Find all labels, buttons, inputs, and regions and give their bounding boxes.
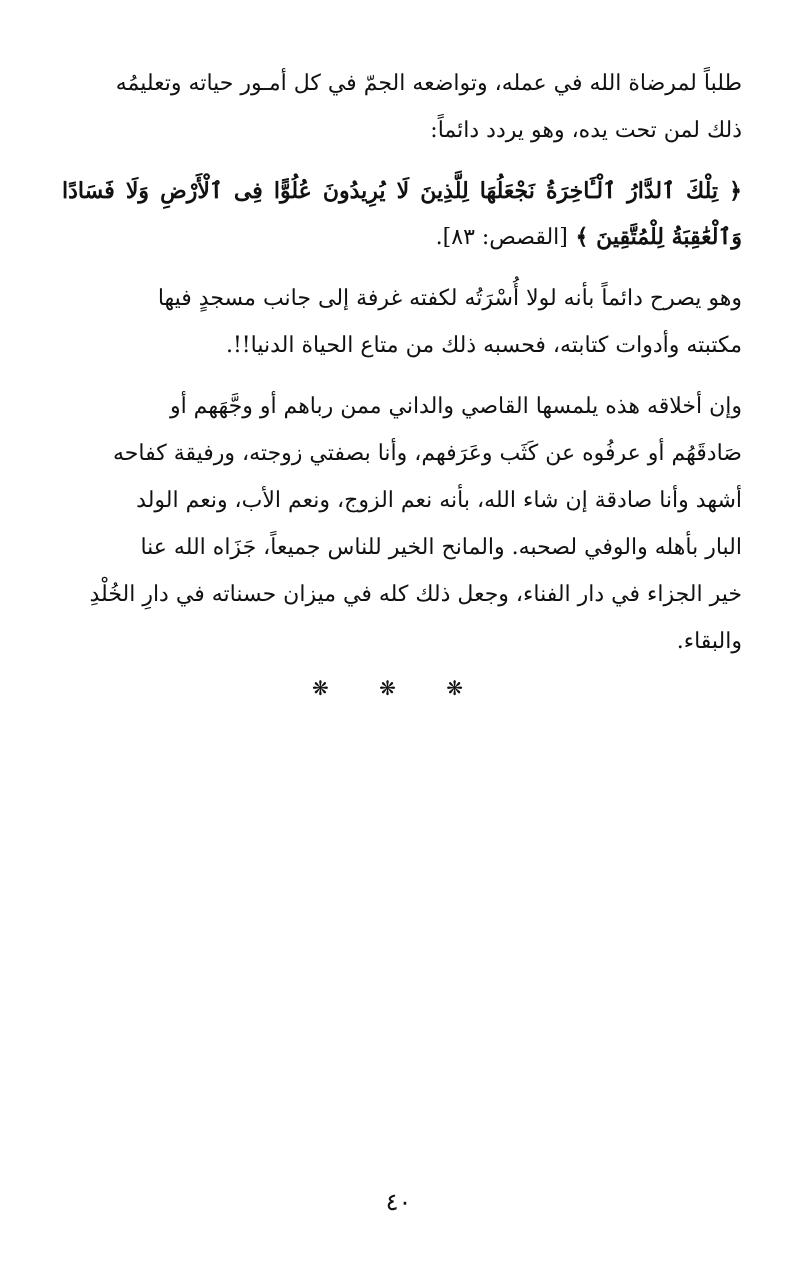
paragraph-3: [62, 383, 742, 665]
quran-verse: [62, 168, 742, 261]
paragraph-3-line-6: والبقاء.: [676, 629, 742, 654]
paragraph-3-line-3: أشهد وأنا صادقة إن شاء الله، بأنه نعم الزوج، ونعم الأب، ونعم الولد: [136, 488, 742, 513]
paragraph-1: [62, 60, 742, 154]
paragraph-1-line-2: ذلك لمن تحت يده، وهو يردد دائماً:: [430, 118, 742, 143]
verse-reference: [القصص: ٨٣].: [435, 225, 568, 250]
paragraph-3-line-5: خير الجزاء في دار الفناء، وجعل ذلك كله في ميزان حسناته في دارِ الخُلْدِ: [89, 582, 742, 607]
page-number: ٤٠: [385, 1188, 412, 1216]
paragraph-2: [62, 275, 742, 369]
paragraph-2-line-1: وهو يصرح دائماً بأنه لولا أُسْرَتُه لكفته غرفة إلى جانب مسجدٍ فيها: [157, 286, 742, 311]
paragraph-3-line-4: البار بأهله والوفي لصحبه. والمانح الخير للناس جميعاً، جَزَاه الله عنا: [140, 535, 742, 560]
section-separator: ❋ ❋ ❋: [312, 676, 485, 700]
paragraph-1-line-1: طلباً لمرضاة الله في عمله، وتواضعه الجمّ في كل أمـور حياته وتعليمُه: [115, 71, 742, 96]
page-body: [62, 60, 742, 665]
paragraph-3-line-2: صَادقَهُم أو عرفُوه عن كَثَب وعَرَفهم، وأنا بصفتي زوجته، ورفيقة كفاحه: [113, 441, 742, 466]
verse-text: ﴿ تِلْكَ ٱلدَّارُ ٱلْـَٔاخِرَةُ نَجْعَلُهَا لِلَّذِينَ لَا يُرِيدُونَ عُلُوًّا فِى ٱلْأَرْضِ وَلَا فَسَادًا وَٱلْعَٰقِبَةُ لِلْمُتَّقِينَ ﴾: [62, 178, 742, 250]
paragraph-2-line-2: مكتبته وأدوات كتابته، فحسبه ذلك من متاع الحياة الدنيا!!.: [225, 333, 742, 358]
paragraph-3-line-1: وإن أخلاقه هذه يلمسها القاصي والداني ممن رباهم أو وجَّهَهم أو: [169, 394, 742, 419]
